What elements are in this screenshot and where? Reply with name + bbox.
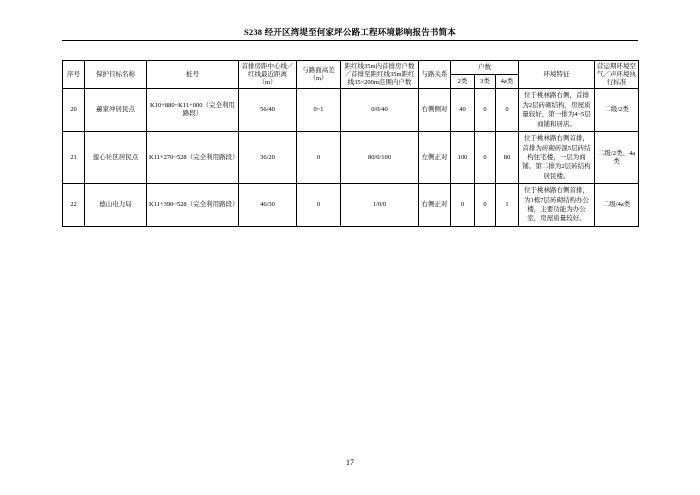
header-seq: 序号	[63, 61, 85, 89]
cell-seq: 20	[63, 89, 85, 132]
cell-distance: 46/30	[239, 184, 297, 227]
cell-h2: 0	[451, 184, 475, 227]
cell-h4a: 0	[496, 89, 519, 132]
header-h4a: 4a类	[496, 75, 519, 89]
cell-distance: 36/20	[239, 132, 297, 184]
cell-seq: 22	[63, 184, 85, 227]
cell-rows: 1/0/0	[341, 184, 419, 227]
table-header-row	[63, 61, 639, 75]
header-environment-feature: 环境特征	[519, 61, 595, 89]
header-protect-target-name: 保护目标名称	[85, 61, 147, 89]
cell-relation: 左侧正对	[419, 132, 451, 184]
cell-h2: 40	[451, 89, 475, 132]
cell-rows: 80/0/100	[341, 132, 419, 184]
cell-relation: 右侧正对	[419, 184, 451, 227]
cell-feature: 位于桃林路右侧首排，为1栋7层砖砌结构办公楼，主要功能为办公室，房屋质量较好。	[519, 184, 595, 227]
page-number: 17	[346, 458, 354, 467]
header-h2: 2类	[451, 75, 475, 89]
cell-standard: 二级/2类	[595, 89, 639, 132]
cell-standard: 二级/4a类	[595, 184, 639, 227]
cell-standard: 二级/2类、4a类	[595, 132, 639, 184]
cell-seq: 21	[63, 132, 85, 184]
cell-stake: K11+390~528（完全利用路段）	[147, 184, 239, 227]
cell-height: 0	[297, 132, 341, 184]
header-h3: 3类	[475, 75, 496, 89]
cell-h2: 100	[451, 132, 475, 184]
cell-rows: 0/0/40	[341, 89, 419, 132]
cell-h4a: 80	[496, 132, 519, 184]
environment-protection-table	[62, 60, 639, 227]
cell-height: 0	[297, 184, 341, 227]
cell-distance: 56/40	[239, 89, 297, 132]
cell-feature: 位于桃林路右侧首排，首排为砖砌砖混5层砖结构住宅楼，一层为商铺。第二排为2层砖结构居民楼。	[519, 132, 595, 184]
cell-feature: 位于桃林路右侧，首排为2层砖砌结构，房屋质量较好，第一排为4~5层商铺和居店。	[519, 89, 595, 132]
table-row	[63, 89, 639, 132]
header-divider	[62, 40, 638, 41]
page-header	[0, 26, 700, 40]
cell-stake: K10+880~K11+000（完全利用路段）	[147, 89, 239, 132]
header-height-diff: 与路面高差（m）	[297, 61, 341, 89]
table-row	[63, 132, 639, 184]
header-standard: 营运期环境空气／声环境执行标准	[595, 61, 639, 89]
header-title: S238 经开区湾堤至何家坪公路工程环境影响报告书简本	[243, 27, 456, 37]
table-row	[63, 184, 639, 227]
cell-name: 蕙家冲居民点	[85, 89, 147, 132]
cell-h3: 0	[475, 132, 496, 184]
header-stake: 桩号	[147, 61, 239, 89]
header-road-relation: 与路关系	[419, 61, 451, 89]
cell-height: 0~1	[297, 89, 341, 132]
header-rows-within-35m: 距红线35m内首排房户数／首排至距红线35m距红线35~200m范围内户数	[341, 61, 419, 89]
cell-relation: 右侧侧对	[419, 89, 451, 132]
header-first-row-distance: 首排房距中心线／红线最近距离（m）	[239, 61, 297, 89]
header-household-group: 户数	[451, 61, 519, 75]
cell-h3: 0	[475, 89, 496, 132]
cell-h4a: 1	[496, 184, 519, 227]
cell-stake: K11+270~528（完全利用路段）	[147, 132, 239, 184]
cell-h3: 0	[475, 184, 496, 227]
cell-name: 莲心社区居民点	[85, 132, 147, 184]
cell-name: 德山电力局	[85, 184, 147, 227]
